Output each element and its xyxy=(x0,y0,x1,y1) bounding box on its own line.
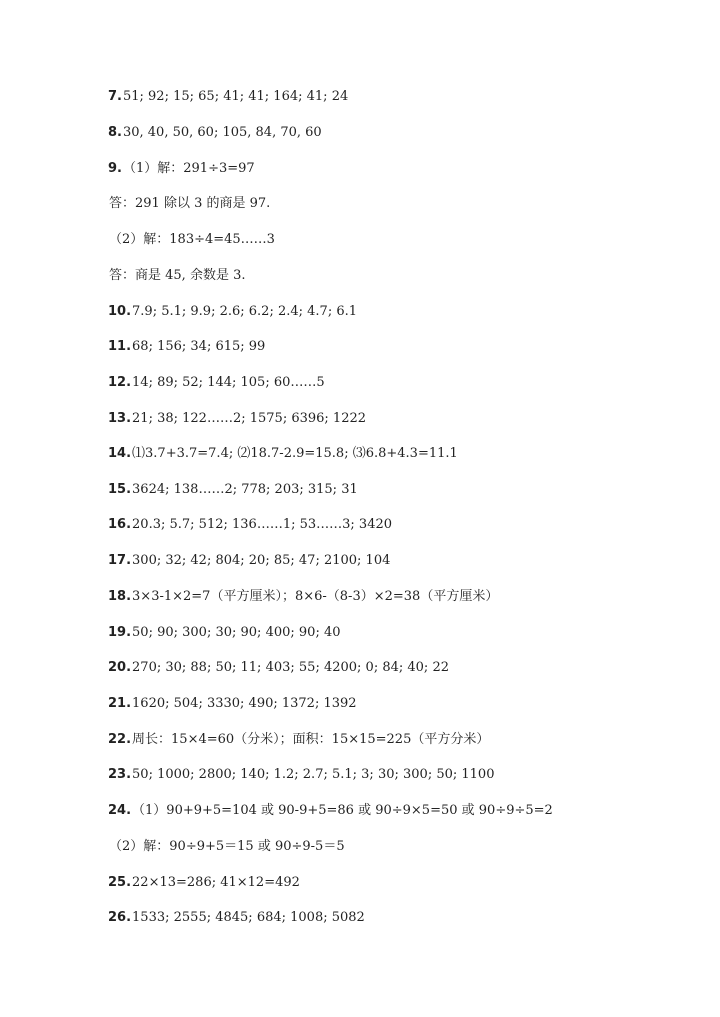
answer-text: （1）解：291÷3=97 xyxy=(122,161,255,176)
item-number: 10. xyxy=(108,304,132,319)
item-number: 20. xyxy=(108,660,132,675)
answer-text: 1533; 2555; 4845; 684; 1008; 5082 xyxy=(132,910,365,925)
answer-line-20 xyxy=(108,660,449,676)
item-number: 17. xyxy=(108,553,132,568)
answer-text: 7.9; 5.1; 9.9; 2.6; 6.2; 2.4; 4.7; 6.1 xyxy=(132,304,358,319)
item-number: 13. xyxy=(108,411,132,426)
answer-line-25 xyxy=(108,875,300,891)
answer-line-13 xyxy=(108,411,366,427)
item-number: 24. xyxy=(108,803,132,818)
answer-line-19 xyxy=(108,625,341,641)
item-number: 22. xyxy=(108,732,132,747)
answer-text: 1620; 504; 3330; 490; 1372; 1392 xyxy=(132,696,357,711)
answer-text: 答：291 除以 3 的商是 97. xyxy=(109,196,271,211)
answer-line-21 xyxy=(108,696,357,712)
answer-text: ⑴3.7+3.7=7.4; ⑵18.7-2.9=15.8; ⑶6.8+4.3=11.1 xyxy=(132,446,458,461)
answer-text: 51; 92; 15; 65; 41; 41; 164; 41; 24 xyxy=(122,89,349,104)
answer-line-9-answer-1 xyxy=(108,196,270,212)
answer-line-15 xyxy=(108,482,358,498)
answer-line-14 xyxy=(108,446,458,462)
answer-text: 3624; 138……2; 778; 203; 315; 31 xyxy=(132,482,358,497)
answer-line-26 xyxy=(108,910,365,926)
item-number: 21. xyxy=(108,696,132,711)
answer-text: 20.3; 5.7; 512; 136……1; 53……3; 3420 xyxy=(132,517,393,532)
item-number: 16. xyxy=(108,517,132,532)
item-number: 25. xyxy=(108,875,132,890)
answer-line-11 xyxy=(108,339,265,355)
item-number: 9. xyxy=(108,161,122,176)
answer-text: 270; 30; 88; 50; 11; 403; 55; 4200; 0; 84; 40; 22 xyxy=(132,660,449,675)
item-number: 18. xyxy=(108,589,132,604)
answer-text: 50; 90; 300; 30; 90; 400; 90; 40 xyxy=(132,625,341,640)
answer-line-12 xyxy=(108,375,325,391)
answer-line-9-answer-2 xyxy=(108,268,245,284)
answer-text: 14; 89; 52; 144; 105; 60……5 xyxy=(132,375,325,390)
answer-text: 300; 32; 42; 804; 20; 85; 47; 2100; 104 xyxy=(132,553,391,568)
answer-text: 答：商是 45, 余数是 3. xyxy=(109,268,246,283)
answer-line-24-part-2 xyxy=(108,839,345,855)
answer-line-7 xyxy=(108,89,348,105)
item-number: 14. xyxy=(108,446,132,461)
item-number: 8. xyxy=(108,125,122,140)
answer-line-24 xyxy=(108,803,553,819)
answer-text: 50; 1000; 2800; 140; 1.2; 2.7; 5.1; 3; 30; 300; 50; 1100 xyxy=(132,767,495,782)
answer-text: 周长：15×4=60（分米）；面积：15×15=225（平方分米） xyxy=(132,732,490,747)
answer-text: （2）解：90÷9+5＝15 或 90÷9-5＝5 xyxy=(109,839,345,854)
item-number: 11. xyxy=(108,339,132,354)
answer-line-9-part-2 xyxy=(108,232,275,248)
answer-text: 21; 38; 122……2; 1575; 6396; 1222 xyxy=(132,411,367,426)
item-number: 19. xyxy=(108,625,132,640)
answer-line-22 xyxy=(108,732,489,748)
item-number: 7. xyxy=(108,89,122,104)
answer-text: 68; 156; 34; 615; 99 xyxy=(132,339,266,354)
answer-line-18 xyxy=(108,589,498,605)
answer-line-23 xyxy=(108,767,494,783)
item-number: 12. xyxy=(108,375,132,390)
answer-line-17 xyxy=(108,553,390,569)
answer-text: 22×13=286; 41×12=492 xyxy=(132,875,300,890)
answer-text: （1）90+9+5=104 或 90-9+5=86 或 90÷9×5=50 或 90÷9÷5=2 xyxy=(132,803,553,818)
answer-line-8 xyxy=(108,125,322,141)
item-number: 26. xyxy=(108,910,132,925)
answer-line-10 xyxy=(108,304,357,320)
answer-text: 3×3-1×2=7（平方厘米）；8×6-（8-3）×2=38（平方厘米） xyxy=(132,589,499,604)
answer-text: （2）解：183÷4=45……3 xyxy=(109,232,275,247)
item-number: 15. xyxy=(108,482,132,497)
answer-line-16 xyxy=(108,517,392,533)
item-number: 23. xyxy=(108,767,132,782)
answer-text: 30, 40, 50, 60; 105, 84, 70, 60 xyxy=(122,125,322,140)
answer-line-9 xyxy=(108,161,255,177)
